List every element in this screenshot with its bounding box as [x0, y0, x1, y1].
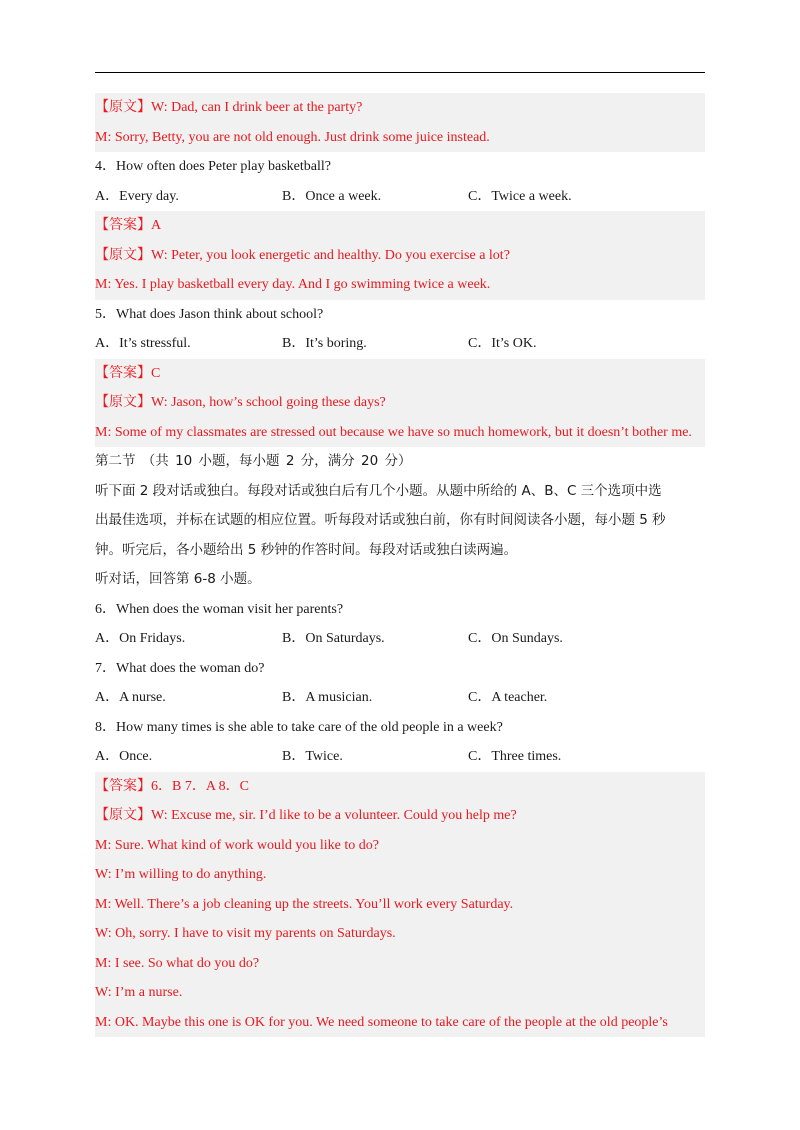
option-b: B．Twice. [282, 749, 343, 764]
transcript-line: M: Yes. I play basketball every day. And I go swimming twice a week. [95, 277, 491, 292]
question-8: 8．How many times is she able to take care of the old people in a week? [95, 719, 503, 735]
options-q6 [95, 624, 705, 654]
option-b: B．It’s boring. [282, 336, 367, 351]
option-c: C．Twice a week. [468, 188, 572, 204]
option-c: C．On Sundays. [468, 631, 563, 646]
options-q5 [95, 329, 705, 359]
options-q4 [95, 182, 705, 212]
transcript-line: 【原文】W: Dad, can I drink beer at the party? [95, 100, 363, 115]
transcript-line: 【原文】W: Excuse me, sir. I’d like to be a volunteer. Could you help me? [95, 808, 517, 823]
answer-line: 【答案】C [95, 365, 161, 381]
transcript-line: 【原文】W: Jason, how’s school going these days? [95, 395, 386, 410]
section-2-header: 第二节 （共 10 小题，每小题 2 分，满分 20 分） [95, 453, 412, 469]
transcript-line: W: I’m willing to do anything. [95, 867, 267, 882]
exam-page [95, 93, 705, 1037]
transcript-line: M: Sure. What kind of work would you like to do? [95, 837, 379, 853]
instructions-line: 听下面 2 段对话或独白。每段对话或独白后有几个小题。从题中所给的 A、B、C 三个选项中选 [95, 482, 662, 499]
option-c: C．Three times. [468, 749, 562, 764]
question-6: 6．When does the woman visit her parents? [95, 601, 344, 617]
answer-box-q5 [95, 359, 705, 448]
transcript-line: M: Some of my classmates are stressed out because we have so much homework, but it doesn’t bother me. [95, 424, 692, 440]
transcript-line: W: Oh, sorry. I have to visit my parents on Saturdays. [95, 926, 396, 941]
option-b: B．A musician. [282, 690, 373, 705]
transcript-line: W: I’m a nurse. [95, 985, 183, 1000]
transcript-line: 【原文】W: Peter, you look energetic and healthy. Do you exercise a lot? [95, 247, 510, 263]
option-c: C．A teacher. [468, 690, 548, 705]
answer-line: 【答案】A [95, 218, 162, 233]
answer-line: 【答案】6．B 7．A 8．C [95, 778, 250, 794]
option-a: A．It’s stressful. [95, 336, 191, 351]
question-7: 7．What does the woman do? [95, 660, 265, 676]
option-c: C．It’s OK. [468, 336, 537, 351]
question-5: 5．What does Jason think about school? [95, 306, 324, 322]
dialog-intro: 听对话，回答第 6-8 小题。 [95, 571, 261, 587]
option-b: B．Once a week. [282, 188, 382, 204]
header-rule [95, 72, 705, 73]
answer-box-q4 [95, 211, 705, 300]
transcript-line: M: I see. So what do you do? [95, 955, 260, 971]
option-a: A．Once. [95, 749, 153, 764]
option-a: A．Every day. [95, 188, 179, 204]
transcript-line: M: Sorry, Betty, you are not old enough. Just drink some juice instead. [95, 129, 490, 145]
options-q7 [95, 683, 705, 713]
option-b: B．On Saturdays. [282, 631, 385, 646]
transcript-line: M: Well. There’s a job cleaning up the streets. You’ll work every Saturday. [95, 896, 514, 912]
option-a: A．A nurse. [95, 690, 166, 705]
instructions-line: 出最佳选项，并标在试题的相应位置。听每段对话或独白前，你有时间阅读各小题，每小题 5 秒 [95, 512, 666, 528]
question-4: 4．How often does Peter play basketball? [95, 159, 331, 174]
transcript-line: M: OK. Maybe this one is OK for you. We need someone to take care of the people at the old people’s [95, 1014, 668, 1030]
transcript-box-q3 [95, 93, 705, 152]
instructions-line: 钟。听完后，各小题给出 5 秒钟的作答时间。每段对话或独白读两遍。 [95, 541, 518, 558]
answer-box-q6-8 [95, 772, 705, 1038]
options-q8 [95, 742, 705, 772]
option-a: A．On Fridays. [95, 631, 186, 646]
